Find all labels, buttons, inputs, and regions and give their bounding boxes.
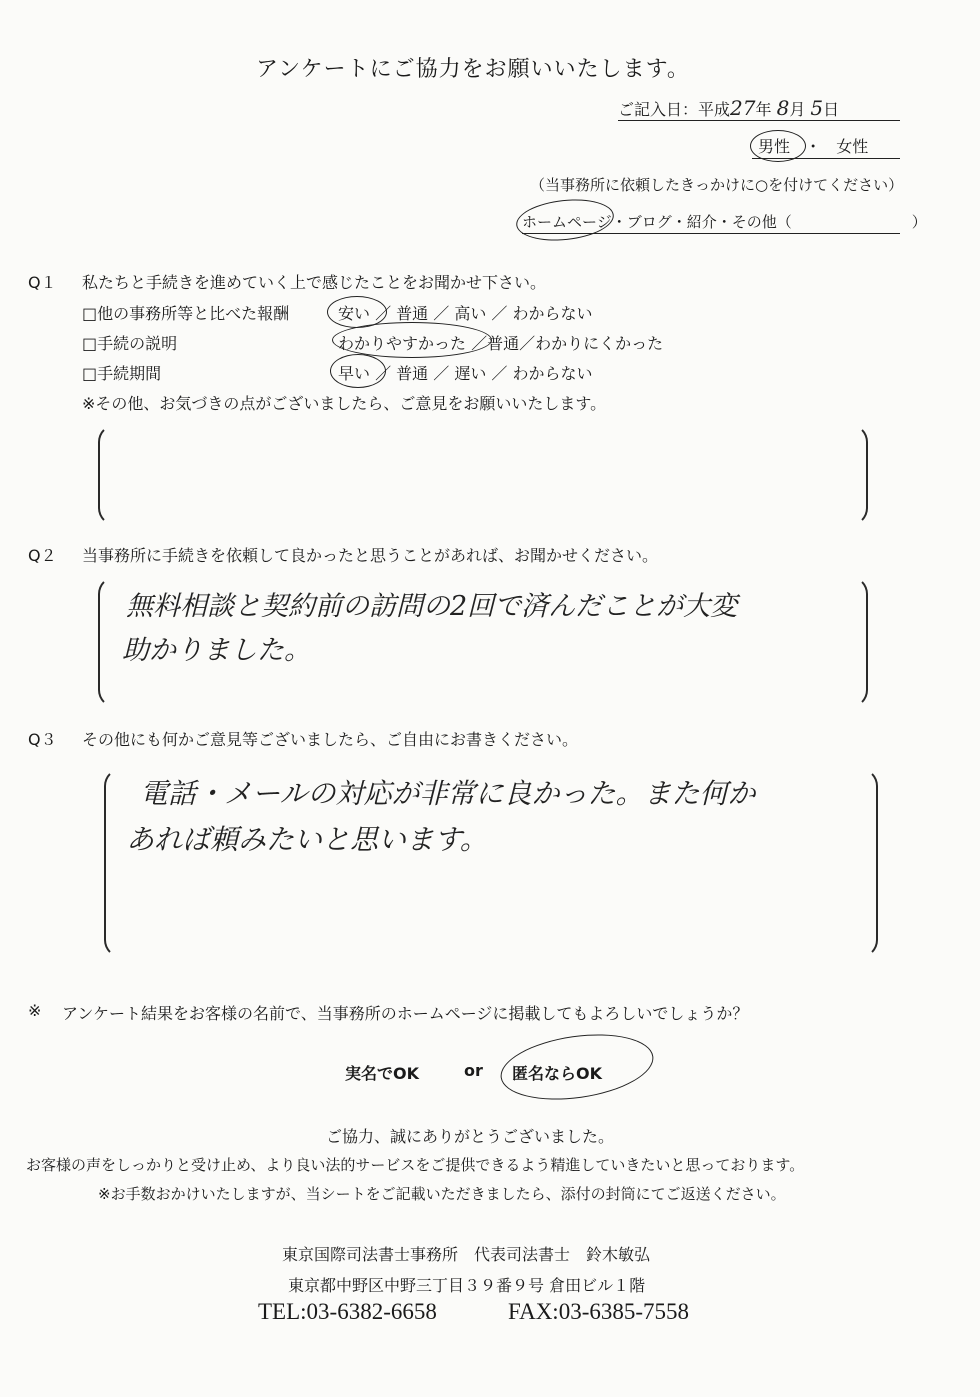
month-label: 月 [789,100,806,119]
q1-period-label: □手続期間 [82,364,162,383]
gender-female: 女性 [836,137,869,156]
explanation-answer-circle [332,322,492,358]
q1-number: Q１ [28,273,57,292]
homepage-circle [514,195,616,245]
return-note: ※お手数おかけいたしますが、当シートをご記載いただきましたら、添付の封筒にてご返送ください。 [98,1185,786,1203]
period-answer-circle [330,354,386,388]
gender-separator: ・ [805,137,822,156]
date-year: 27 [730,96,756,120]
q1-period-options: 早い ／ 普通 ／ 遅い ／ わからない [338,364,593,383]
office-name: 東京国際司法書士事務所 代表司法書士 鈴木敏弘 [282,1245,651,1264]
consent-mark: ※ [28,1001,42,1020]
office-address: 東京都中野区中野三丁目３９番９号 倉田ビル１階 [288,1276,646,1295]
thanks-text: ご協力、誠にありがとうございました。 [326,1127,615,1146]
q1-explanation-options: わかりやすかった ／普通／わかりにくかった [338,334,664,353]
q2-answer-line1: 無料相談と契約前の訪問の2回で済んだことが大変 [126,591,738,622]
trigger-options: ホームページ・ブログ・紹介・その他（ ） [522,211,900,234]
q3-number: Q３ [28,730,57,749]
q1-comment-box [98,424,868,526]
office-tel: TEL:03-6382-6658 [258,1299,437,1324]
gender-male-circle [750,130,806,162]
option-or: or [464,1061,483,1080]
q3-answer-line1: 電話・メールの対応が非常に良かった。また何か [140,777,756,810]
option-anonymous: 匿名ならOK [512,1064,603,1083]
option-real-name: 実名でOK [345,1064,420,1083]
q2-question: 当事務所に手続きを依頼して良かったと思うことがあれば、お聞かせください。 [82,546,659,565]
q1-question: 私たちと手続きを進めていく上で感じたことをお聞かせ下さい。 [82,273,547,292]
consent-question: アンケート結果をお客様の名前で、当事務所のホームページに掲載してもよろしいでしょうか？ [62,1004,749,1023]
q1-fee-options: 安い ／ 普通 ／ 高い ／ わからない [338,304,593,323]
q2-number: Q２ [28,546,57,565]
q1-explanation-label: □手続の説明 [82,334,178,353]
q1-fee-label: □他の事務所等と比べた報酬 [82,304,290,323]
q3-answer-line2: あれば頼みたいと思います。 [126,823,488,856]
gender-male: 男性 [758,137,791,156]
year-label: 年 [755,100,772,119]
entry-date-row [618,96,900,121]
day-label: 日 [823,100,840,119]
q1-note: ※その他、お気づきの点がございましたら、ご意見をお願いいたします。 [82,394,607,413]
date-month: 8 [776,96,790,120]
anonymous-circle [496,1026,657,1109]
date-label: ご記入日：平成 [618,100,731,119]
footer-message: お客様の声をしっかりと受け止め、より良い法的サービスをご提供できるよう精進していきたいと思っております。 [26,1156,805,1174]
trigger-prompt: （当事務所に依頼したきっかけに○を付けてください） [530,176,904,194]
office-fax: FAX:03-6385-7558 [508,1299,690,1324]
q3-question: その他にも何かご意見等ございましたら、ご自由にお書きください。 [82,730,579,749]
q2-answer-line2: 助かりました。 [122,635,311,666]
date-day: 5 [810,96,824,120]
survey-title: アンケートにご協力をお願いいたします。 [256,57,690,82]
